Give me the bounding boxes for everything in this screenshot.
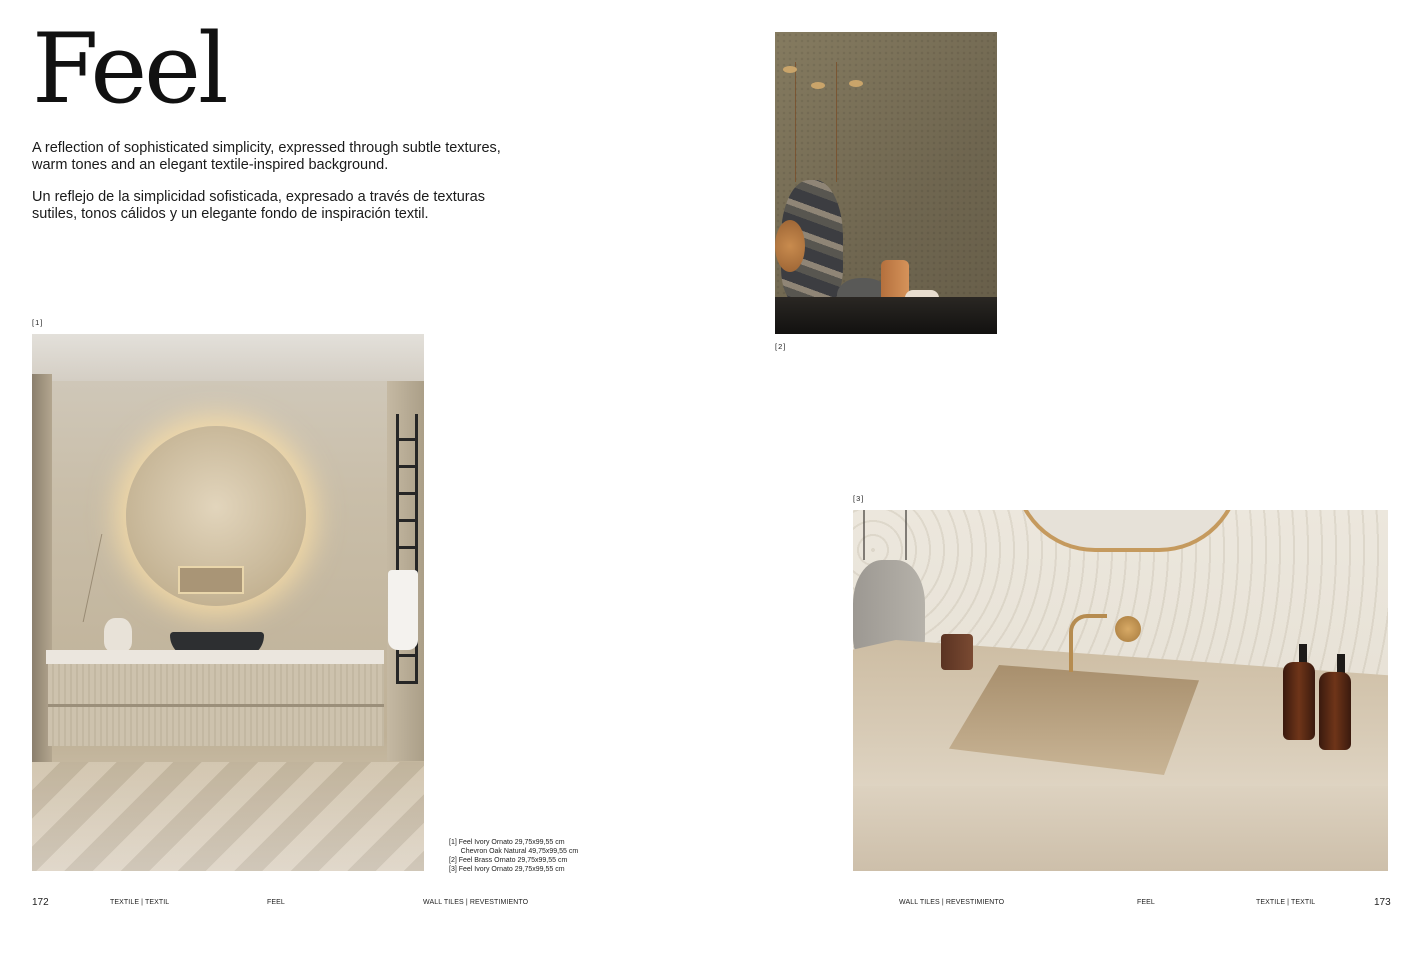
soap-pump [1337, 654, 1345, 674]
vanity-countertop [46, 650, 384, 664]
caption-line-3: [2] Feel Brass Ornato 29,75x99,55 cm [449, 857, 568, 864]
footer-collection-right: TEXTILE | TEXTIL [1256, 899, 1316, 906]
photo-stone-sink [853, 510, 1388, 871]
footer-category-left: WALL TILES | REVESTIMIENTO [423, 899, 529, 906]
caption-line-1: [1] Feel Ivory Ornato 29,75x99,55 cm [449, 839, 565, 846]
black-console [775, 297, 997, 334]
photo-1-label: [1] [32, 318, 44, 327]
dried-flower-stems [83, 534, 193, 622]
caption-line-2: Chevron Oak Natural 49,75x99,55 cm [449, 848, 579, 855]
dried-flower-head [783, 66, 797, 73]
intro-spanish: Un reflejo de la simplicidad sofisticada, expresado a través de texturas sutiles, tonos cálidos y un elegante fondo de inspiración textil. [32, 189, 485, 222]
page-number-left: 172 [32, 897, 49, 908]
photo-bathroom-vanity [32, 334, 424, 871]
dried-flower-head [849, 80, 863, 87]
dried-stems [795, 62, 837, 182]
footer-series-right: FEEL [1137, 899, 1155, 906]
brass-handle [1115, 616, 1141, 642]
photo-vases-still-life [775, 32, 997, 334]
photo-2-label: [2] [775, 342, 787, 351]
page-title: Feel [32, 13, 226, 125]
photo-3-label: [3] [853, 494, 865, 503]
dry-branches [863, 510, 907, 560]
woven-disc [775, 220, 805, 272]
product-captions [449, 838, 578, 874]
brass-spout [1069, 614, 1107, 672]
footer-category-right: WALL TILES | REVESTIMIENTO [899, 899, 1005, 906]
white-towel [388, 570, 418, 650]
soap-pump [1299, 644, 1307, 664]
dried-flower-head [811, 82, 825, 89]
chevron-oak-floor [32, 762, 424, 871]
vanity-drawer-line [48, 704, 384, 707]
intro-english: A reflection of sophisticated simplicity, expressed through subtle textures, warm tones and an elegant textile-inspired background. [32, 140, 501, 173]
wall-niche [178, 566, 244, 594]
caption-line-4: [3] Feel Ivory Ornato 29,75x99,55 cm [449, 866, 565, 873]
amber-soap-bottle [1283, 662, 1315, 740]
amber-jar [941, 634, 973, 670]
page-number-right: 173 [1374, 897, 1391, 908]
footer-series-left: FEEL [267, 899, 285, 906]
footer-collection-left: TEXTILE | TEXTIL [110, 899, 170, 906]
countertop-front [853, 786, 1388, 871]
white-vase [104, 618, 132, 652]
amber-soap-bottle [1319, 672, 1351, 750]
photo-ceiling [32, 334, 424, 381]
brass-framed-mirror [1013, 510, 1241, 552]
